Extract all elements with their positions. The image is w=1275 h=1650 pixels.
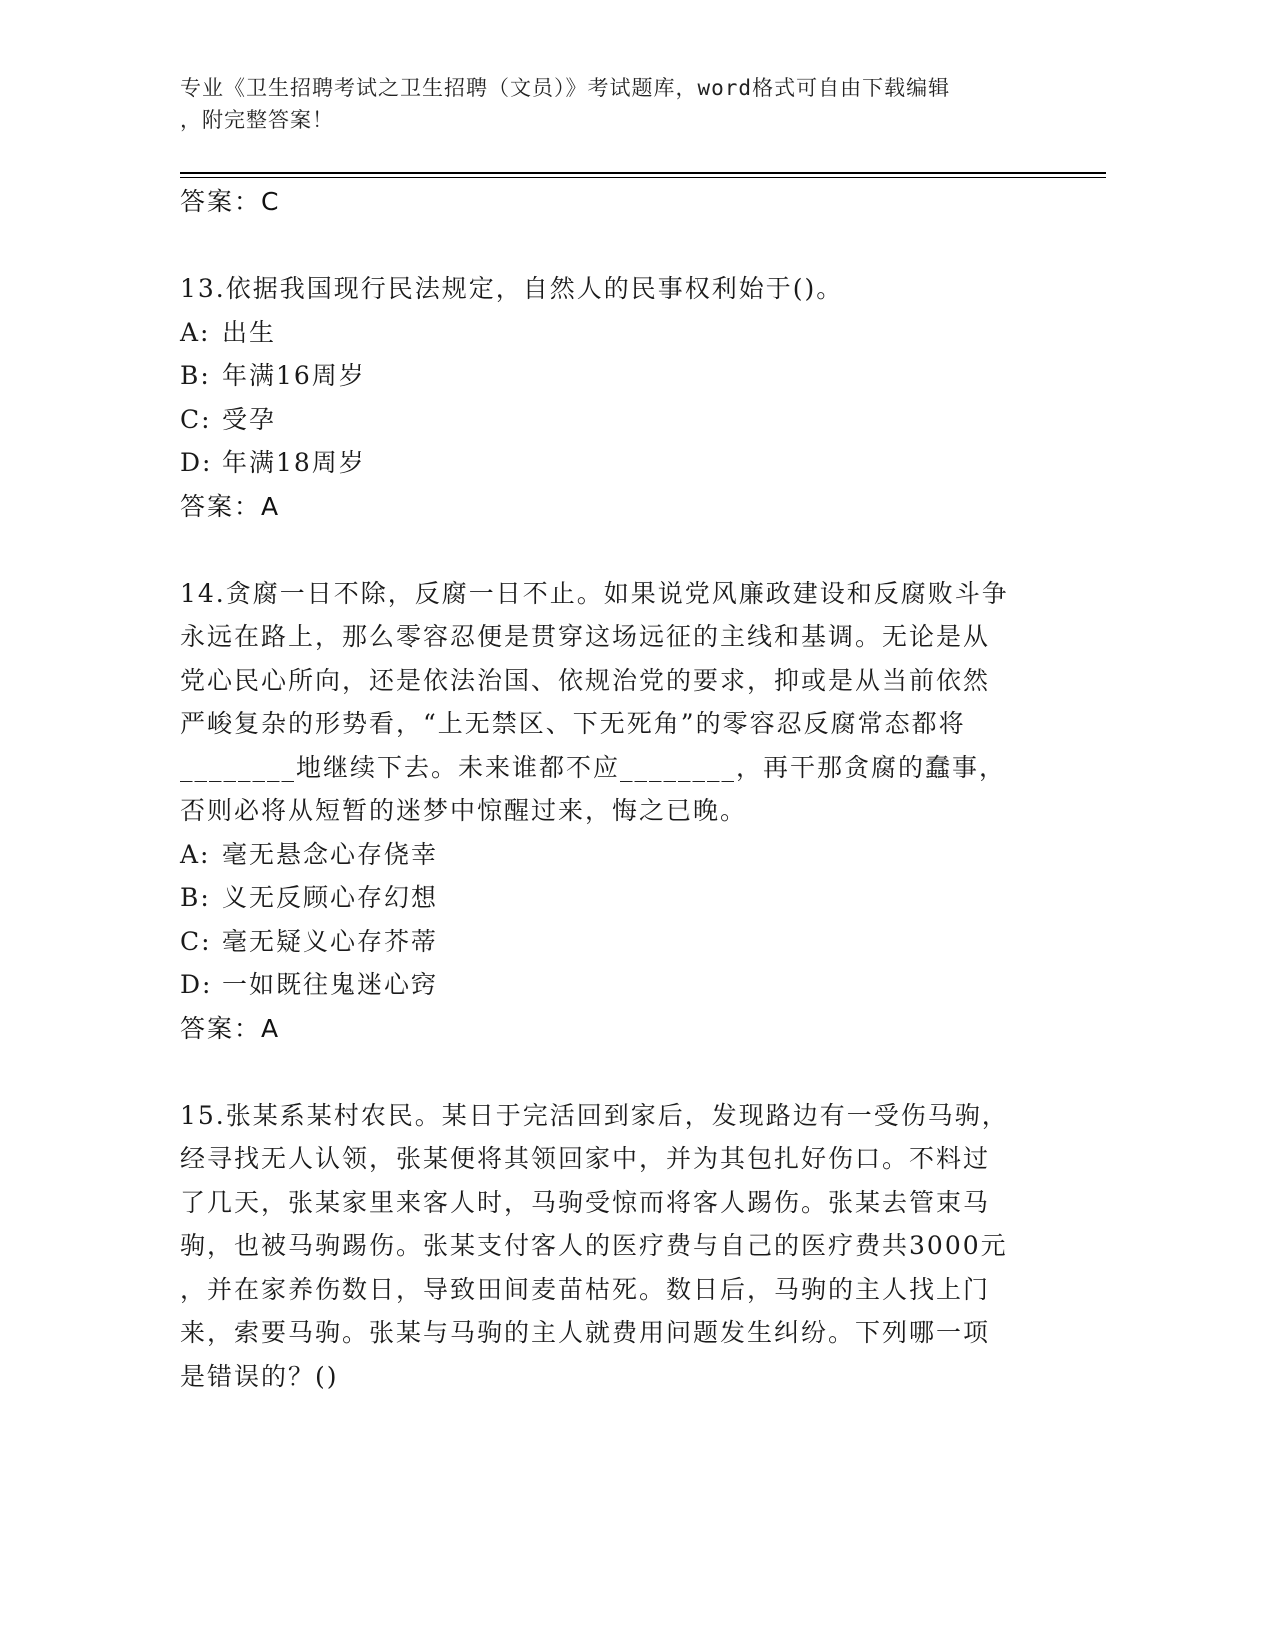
question-stem bbox=[180, 572, 1060, 833]
question-13 bbox=[180, 267, 1060, 528]
stem-line: 否则必将从短暂的迷梦中惊醒过来，悔之已晚。 bbox=[180, 796, 748, 825]
option-text: 年满16周岁 bbox=[222, 361, 366, 390]
stem-line: 来，索要马驹。张某与马驹的主人就费用问题发生纠纷。下列哪一项 bbox=[180, 1318, 991, 1347]
stem-line: 经寻找无人认领，张某便将其领回家中，并为其包扎好伤口。不料过 bbox=[180, 1144, 991, 1173]
option-text: 毫无悬念心存侥幸 bbox=[222, 839, 439, 869]
option-label: C: bbox=[180, 404, 212, 434]
stem-line: 14.贪腐一日不除，反腐一日不止。如果说党风廉政建设和反腐败斗争 bbox=[180, 578, 1009, 608]
option-label: D: bbox=[180, 970, 213, 999]
option-text: 一如既往鬼迷心窍 bbox=[222, 970, 439, 999]
stem-line: 15.张某系某村农民。某日于完活回到家后，发现路边有一受伤马驹， bbox=[180, 1100, 1009, 1130]
option-d bbox=[180, 441, 1060, 485]
option-label: A: bbox=[180, 317, 211, 347]
option-text: 受孕 bbox=[222, 404, 277, 434]
option-text: 义无反顾心存幻想 bbox=[222, 883, 439, 912]
option-label: B: bbox=[180, 361, 211, 390]
page-header bbox=[180, 72, 1040, 136]
stem-line: 了几天，张某家里来客人时，马驹受惊而将客人踢伤。张某去管束马 bbox=[180, 1187, 991, 1217]
header-divider-thick bbox=[180, 172, 1106, 174]
option-c bbox=[180, 920, 1060, 964]
spacer bbox=[180, 1050, 1060, 1094]
stem-line: ________地继续下去。未来谁都不应________，再干那贪腐的蠢事， bbox=[180, 752, 1007, 782]
question-14 bbox=[180, 572, 1060, 1050]
option-d bbox=[180, 963, 1060, 1007]
question-answer: 答案：A bbox=[180, 1013, 281, 1043]
question-answer: 答案：A bbox=[180, 491, 281, 521]
option-text: 年满18周岁 bbox=[222, 448, 366, 477]
question-stem bbox=[180, 267, 1060, 311]
stem-line: 13.依据我国现行民法规定，自然人的民事权利始于()。 bbox=[180, 274, 844, 303]
option-b bbox=[180, 876, 1060, 920]
spacer bbox=[180, 528, 1060, 572]
stem-line: 严峻复杂的形势看，“上无禁区、下无死角”的零容忍反腐常态都将 bbox=[180, 709, 966, 738]
option-b bbox=[180, 354, 1060, 398]
stem-line: 驹，也被马驹踢伤。张某支付客人的医疗费与自己的医疗费共3000元 bbox=[180, 1231, 1008, 1260]
option-label: C: bbox=[180, 926, 212, 956]
stem-line: 党心民心所向，还是依法治国、依规治党的要求，抑或是从当前依然 bbox=[180, 665, 991, 695]
option-c bbox=[180, 398, 1060, 442]
option-label: D: bbox=[180, 448, 213, 477]
header-line-1: 专业《卫生招聘考试之卫生招聘（文员）》考试题库，word格式可自由下载编辑 bbox=[180, 76, 951, 100]
option-a bbox=[180, 311, 1060, 355]
header-line-2: ，附完整答案！ bbox=[180, 108, 334, 132]
stem-line: 永远在路上，那么零容忍便是贯穿这场远征的主线和基调。无论是从 bbox=[180, 622, 991, 651]
option-text: 出生 bbox=[222, 317, 277, 347]
option-label: A: bbox=[180, 839, 211, 869]
option-label: B: bbox=[180, 883, 211, 912]
question-content bbox=[180, 180, 1060, 1398]
stem-line: ，并在家养伤数日，导致田间麦苗枯死。数日后，马驹的主人找上门 bbox=[180, 1274, 991, 1304]
previous-answer: 答案：C bbox=[180, 187, 281, 216]
question-15 bbox=[180, 1094, 1060, 1399]
question-stem bbox=[180, 1094, 1060, 1399]
spacer bbox=[180, 223, 1060, 267]
stem-line: 是错误的？() bbox=[180, 1361, 339, 1391]
option-a bbox=[180, 833, 1060, 877]
option-text: 毫无疑义心存芥蒂 bbox=[222, 926, 439, 956]
header-divider-thin bbox=[180, 177, 1106, 178]
